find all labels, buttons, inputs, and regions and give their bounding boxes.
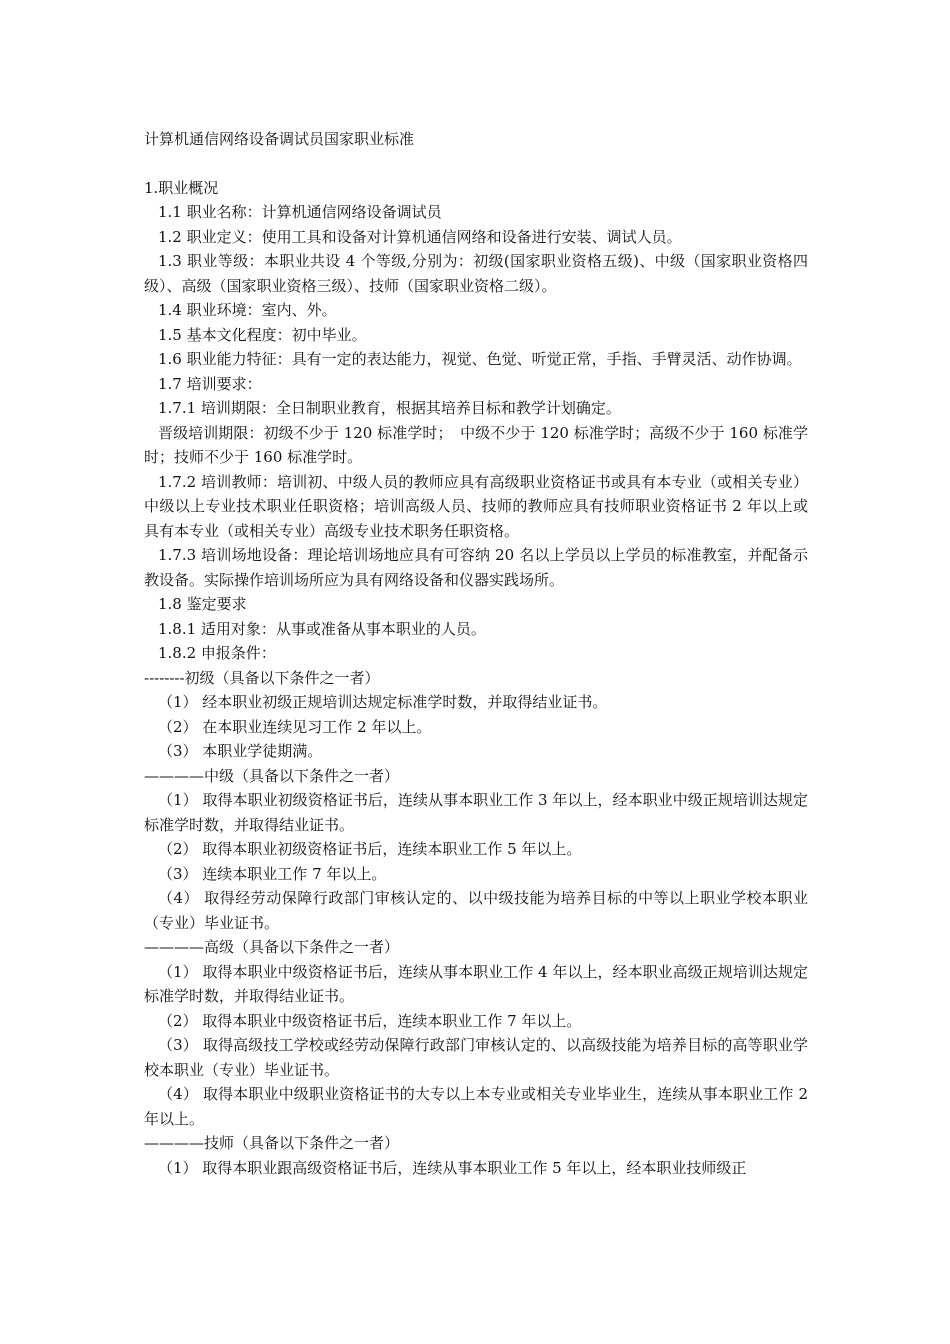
paragraph: 1.7.2 培训教师：培训初、中级人员的教师应具有高级职业资格证书或具有本专业（或相关专业）中级以上专业技术职业任职资格；培训高级人员、技师的教师应具有技师职业资格证书 2 年以上或具有本专业（或相关专业）高级专业技术职务任职资格。 xyxy=(144,472,808,540)
paragraph: ————技师（具备以下条件之一者） xyxy=(144,1134,400,1152)
paragraph: （3） 本职业学徒期满。 xyxy=(158,742,323,760)
paragraph: 晋级培训期限：初级不少于 120 标准学时； 中级不少于 120 标准学时；高级不少于 160 标准学时；技师不少于 160 标准学时。 xyxy=(144,423,808,466)
paragraph: （2） 取得本职业中级资格证书后，连续本职业工作 7 年以上。 xyxy=(158,1011,582,1030)
paragraph: （4） 取得本职业中级职业资格证书的大专以上本专业或相关专业毕业生，连续从事本职业工作 2 年以上。 xyxy=(144,1085,808,1128)
document-title: 计算机通信网络设备调试员国家职业标准 xyxy=(144,130,415,148)
paragraph: 1.5 基本文化程度：初中毕业。 xyxy=(158,325,367,344)
paragraph: 1.1 职业名称：计算机通信网络设备调试员 xyxy=(158,203,442,221)
paragraph: （3） 连续本职业工作 7 年以上。 xyxy=(158,864,387,883)
paragraph: （1） 经本职业初级正规培训达规定标准学时数，并取得结业证书。 xyxy=(158,693,608,711)
paragraph: 1.8.2 申报条件： xyxy=(158,644,276,662)
paragraph: 1.8.1 适用对象：从事或准备从事本职业的人员。 xyxy=(158,619,486,638)
document-page xyxy=(144,127,808,1180)
paragraph: --------初级（具备以下条件之一者） xyxy=(144,668,380,687)
paragraph: 1.8 鉴定要求 xyxy=(158,595,247,613)
paragraph: ————中级（具备以下条件之一者） xyxy=(144,766,400,785)
paragraph: 1.职业概况 xyxy=(144,178,219,197)
paragraph: ————高级（具备以下条件之一者） xyxy=(144,938,400,956)
paragraph: 1.6 职业能力特征：具有一定的表达能力，视觉、色觉、听觉正常，手指、手臂灵活、动作协调。 xyxy=(158,350,802,368)
paragraph: 1.7.3 培训场地设备：理论培训场地应具有可容纳 20 名以上学员以上学员的标准教室，并配备示教设备。实际操作培训场所应为具有网络设备和仪器实践场所。 xyxy=(144,546,808,589)
paragraph: （2） 取得本职业初级资格证书后，连续本职业工作 5 年以上。 xyxy=(158,840,582,858)
paragraph: 1.4 职业环境：室内、外。 xyxy=(158,301,337,319)
paragraph: 1.2 职业定义：使用工具和设备对计算机通信网络和设备进行安装、调试人员。 xyxy=(158,227,682,246)
paragraph: 1.7.1 培训期限：全日制职业教育，根据其培养目标和教学计划确定。 xyxy=(158,399,621,417)
paragraph: （1） 取得本职业初级资格证书后，连续从事本职业工作 3 年以上，经本职业中级正规培训达规定标准学时数，并取得结业证书。 xyxy=(144,791,808,834)
paragraph: （2） 在本职业连续见习工作 2 年以上。 xyxy=(158,717,432,736)
paragraph: （1） 取得本职业中级资格证书后，连续从事本职业工作 4 年以上，经本职业高级正规培训达规定标准学时数，并取得结业证书。 xyxy=(144,962,808,1005)
paragraph: 1.3 职业等级：本职业共设 4 个等级,分别为：初级(国家职业资格五级)、中级（国家职业资格四级）、高级（国家职业资格三级）、技师（国家职业资格二级）。 xyxy=(144,252,808,295)
paragraph: （4） 取得经劳动保障行政部门审核认定的、以中级技能为培养目标的中等以上职业学校本职业（专业）毕业证书。 xyxy=(144,889,808,932)
document-body xyxy=(144,176,808,1181)
paragraph: 1.7 培训要求： xyxy=(158,374,262,393)
paragraph: （3） 取得高级技工学校或经劳动保障行政部门审核认定的、以高级技能为培养目标的高等职业学校本职业（专业）毕业证书。 xyxy=(144,1036,808,1079)
paragraph: （1） 取得本职业跟高级资格证书后，连续从事本职业工作 5 年以上，经本职业技师级正 xyxy=(158,1158,747,1177)
